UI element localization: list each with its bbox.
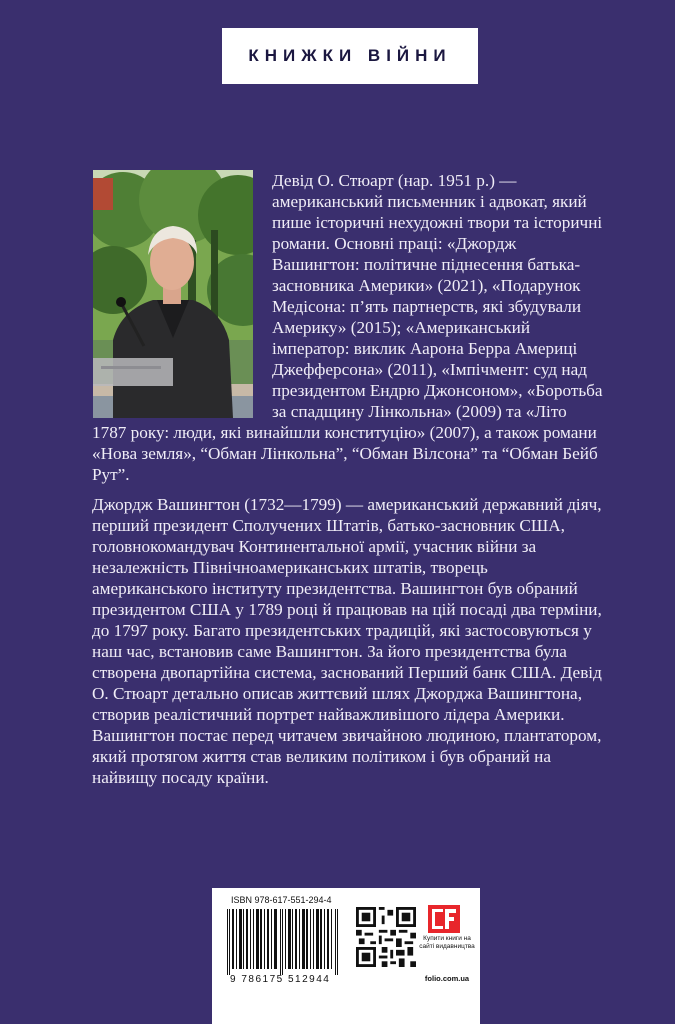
author-bio-text: Девід О. Стюарт (нар. 1951 р.) — американський письменник і адвокат, який пише історичні нехудожні твори та історичні романи. Основні праці: «Джордж Вашингтон: політичне піднесення батька-засновника Америки» (2021), «Подарунок Медісона: п’ять партнерств, які збудували Америку» (2015); «Американський імператор: виклик Аарона Берра Америці Джефферсона» (2011), «Імпічмент: суд над президентом Ендрю Джонсоном», «Боротьба за спадщину Лінкольна» (2009) та «Літо 1787 року: люди, які винайшли конституцію» (2007), а також романи «Нова земля», “Обман Лінкольна”, “Обман Вілсона” та “Обман Бейб Рут”. — [92, 171, 603, 484]
barcode-digits: 9 786175 512944 — [230, 974, 331, 985]
publisher-logo-icon — [428, 905, 460, 933]
publisher-caption: Купити книги на сайті видавництва — [419, 935, 475, 950]
book-description: Джордж Вашингтон (1732—1799) — американський державний діяч, перший президент Сполучених Штатів, батько-засновник США, головнокомандувач Континентальної армії, учасник війни за незалежність Північноамериканських штатів, творець американського інституту президентства. Вашингтон був обраний президентом США у 1789 році й працював на цій посаді два терміни, до 1797 року. Багато президентських традицій, які застосовуються у наш час, встановив саме Вашингтон. За його президентства була створена двопартійна система, заснований Перший банк США. Девід О. Стюарт детально описав життєвий шлях Джорджа Вашингтона, створив реалістичний портрет найважливішого лідера Америки. Вашингтон постає перед читачем звичайною людиною, плантатором, який протягом життя став великим політиком і був обраний на найвищу посаду країни. — [92, 495, 602, 787]
series-label: КНИЖКИ ВІЙНИ — [222, 28, 478, 84]
isbn-label: ISBN 978-617-551-294-4 — [231, 895, 332, 905]
publisher-url[interactable]: folio.com.ua — [424, 974, 470, 983]
qr-code[interactable] — [356, 907, 416, 967]
barcode-panel — [212, 888, 480, 1024]
author-bio — [92, 170, 604, 485]
photo-spacer — [92, 170, 272, 422]
ean-barcode — [227, 909, 339, 975]
